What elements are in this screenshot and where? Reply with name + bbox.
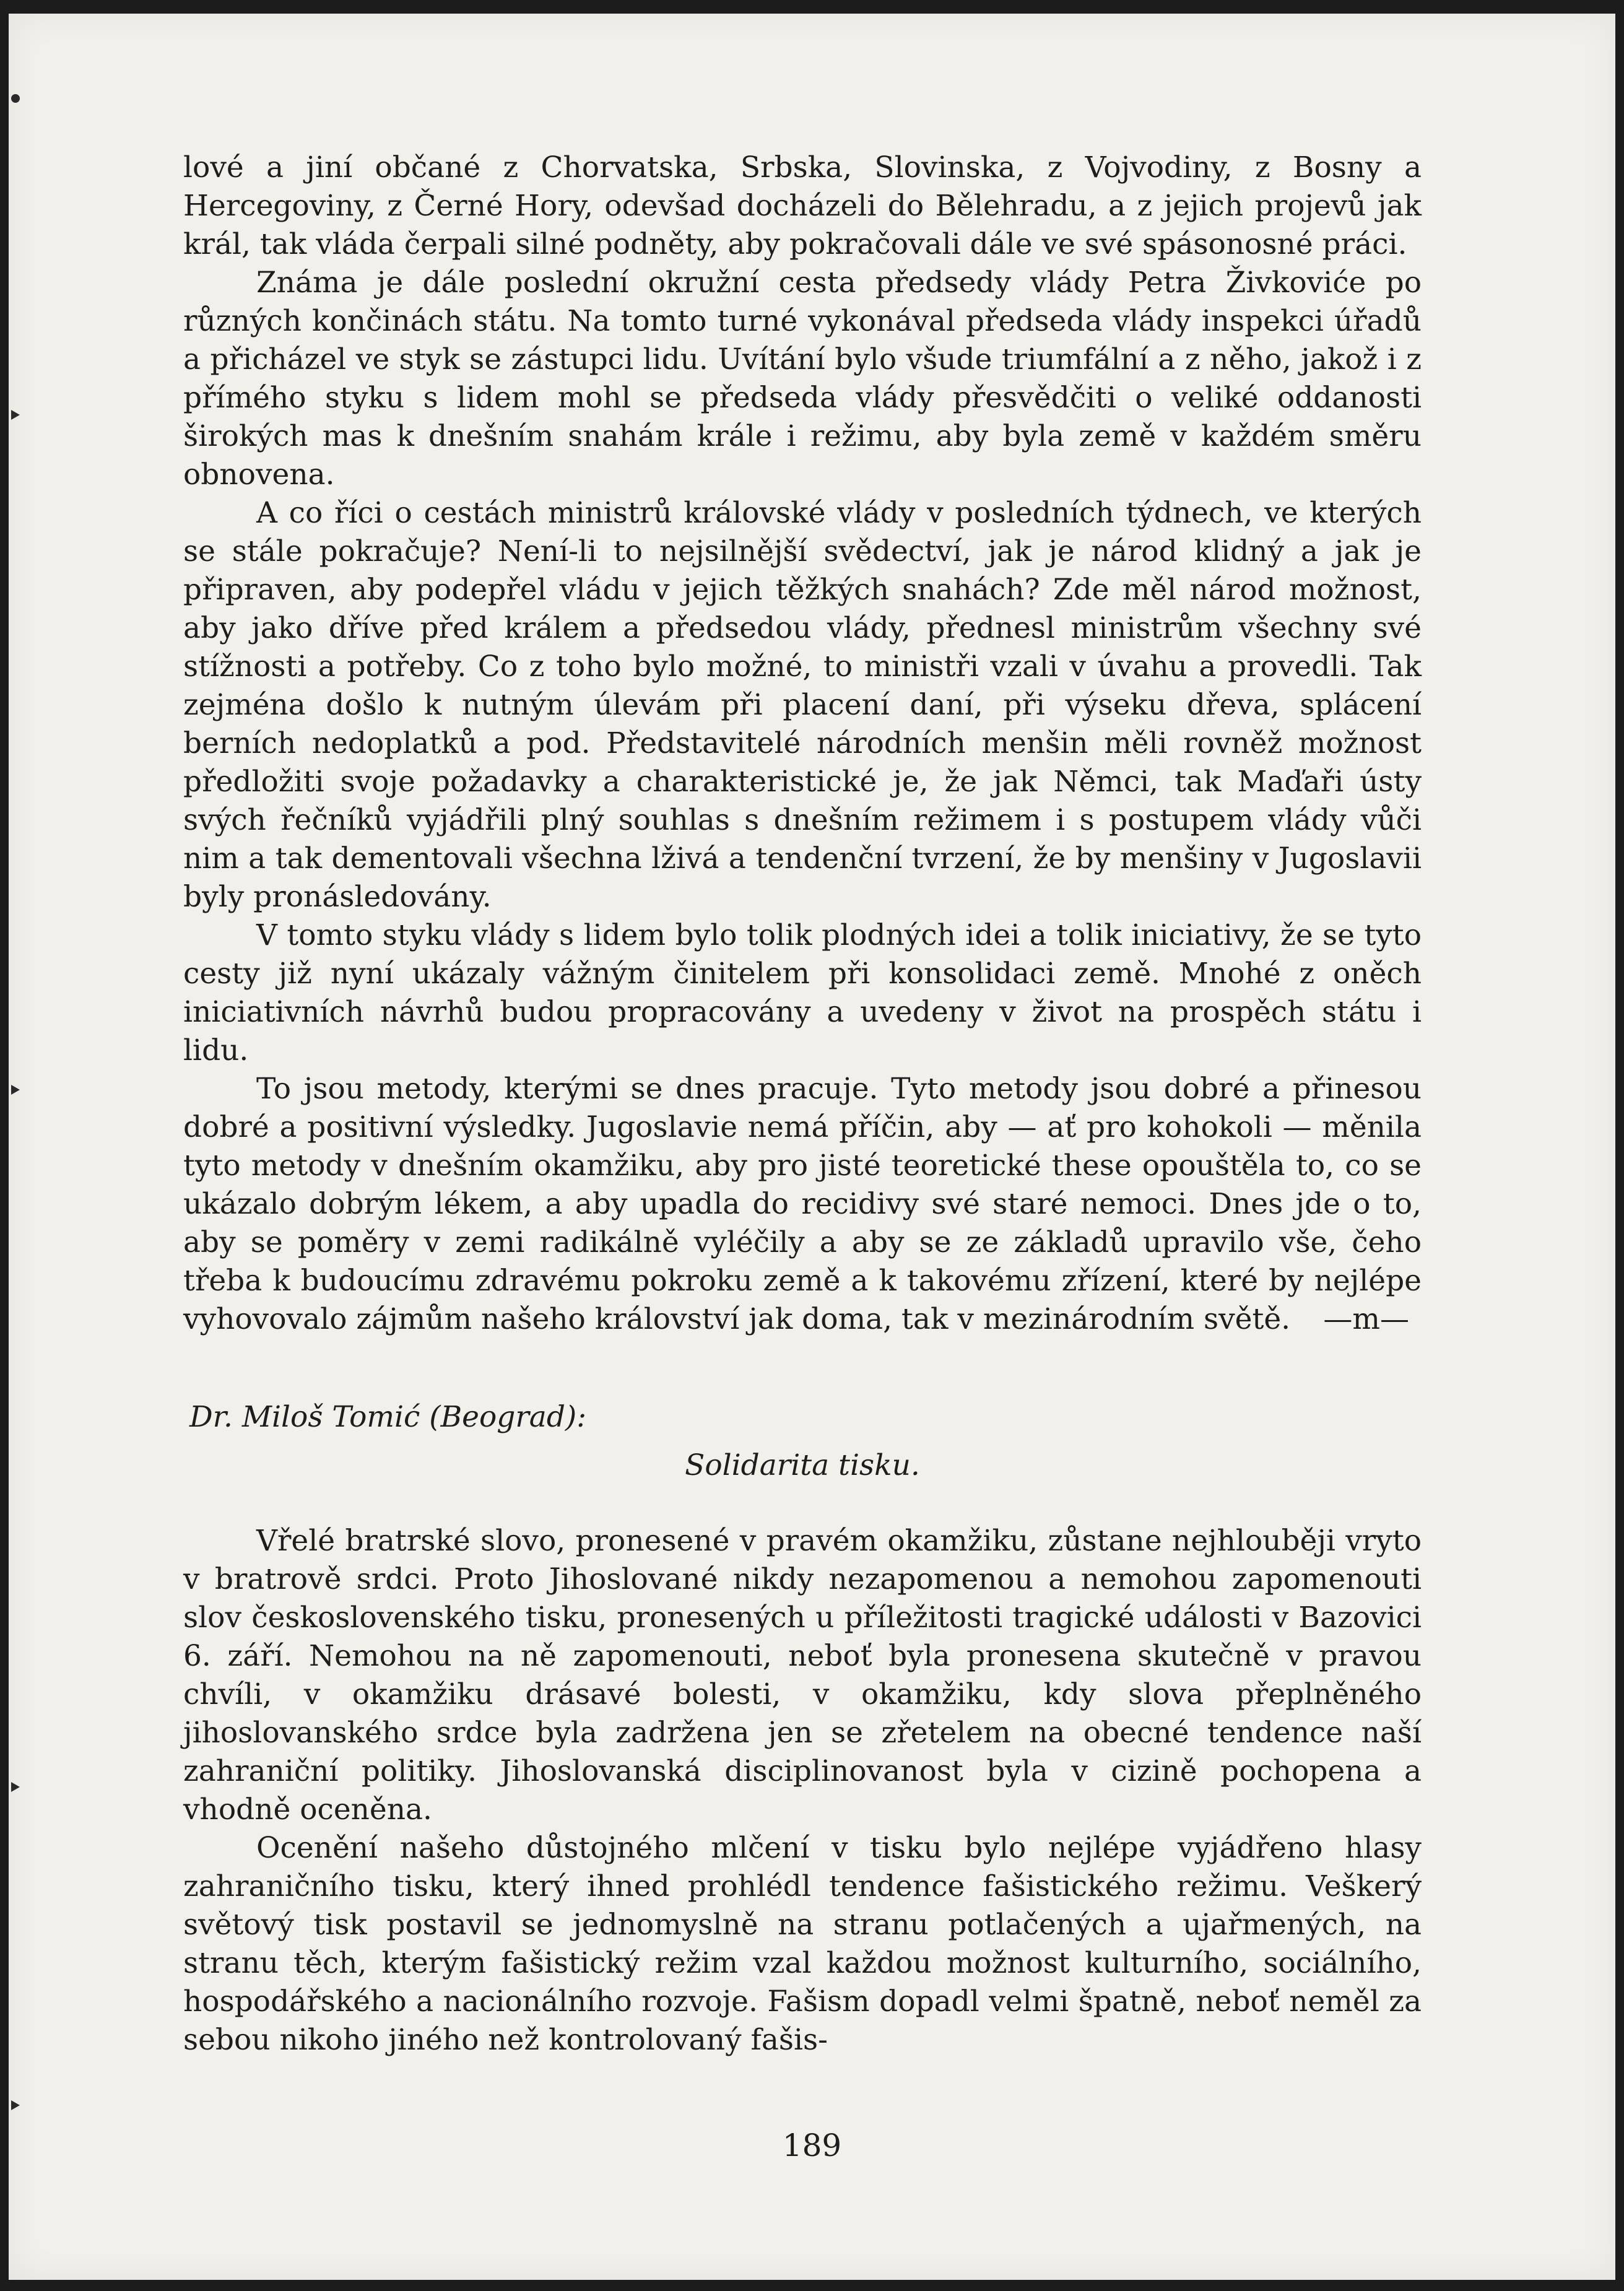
paragraph: Vřelé bratrské slovo, pronesené v pravém okamžiku, zůstane nejhlouběji vryto v bratrově srdci. Proto Jihoslované nikdy nezapomenou a nemohou zapomenouti slov československého tisku, pronesených u příležitosti tragické události v Bazovici 6. září. Nemohou na ně zapomenouti, neboť byla pronesena skutečně v pravou chvíli, v okamžiku drásavé bolesti, v okamžiku, kdy slova přeplněného jihoslovanského srdce byla zadržena jen se zřetelem na obecné tendence naší zahraniční politiky. Jihoslovanská disciplinovanost byla v cizině pochopena a vhodně oceněna. — [183, 1524, 1422, 1827]
paragraph: Ocenění našeho důstojného mlčení v tisku bylo nejlépe vyjádřeno hlasy zahraničního tisku, který ihned prohlédl tendence fašistického režimu. Veškerý světový tisk postavil se jednomyslně na stranu potlačených a ujařmených, na stranu těch, kterým fašistický režim vzal každou možnost kulturního, sociálního, hospodářského a nacionálního rozvoje. Fašism dopadl velmi špatně, neboť neměl za sebou nikoho jiného než kontrolovaný fašis- — [183, 1831, 1422, 2057]
paragraph: lové a jiní občané z Chorvatska, Srbska, Slovinska, z Vojvodiny, z Bosny a Hercegoviny, z Černé Hory, odevšad docházeli do Bělehradu, a z jejich projevů jak král, tak vláda čerpali silné podněty, aby pokračovali dále ve své spásonosné práci. — [183, 150, 1422, 261]
page-number: 189 — [782, 2128, 842, 2163]
binding-arrow-mark — [11, 1782, 20, 1792]
page-body — [183, 149, 1422, 2059]
section-spacer — [183, 1339, 1422, 1398]
binding-arrow-mark — [11, 1085, 20, 1095]
binding-arrow-mark — [11, 2100, 20, 2110]
binding-arrow-mark — [11, 410, 20, 420]
article-author: Dr. Miloš Tomić (Beograd): — [189, 1400, 587, 1434]
paragraph: V tomto styku vlády s lidem bylo tolik plodných idei a tolik iniciativy, že se tyto cesty již nyní ukázaly vážným činitelem při konsolidaci země. Mnohé z oněch iniciativních návrhů budou propracovány a uvedeny v život na prospěch státu i lidu. — [183, 918, 1422, 1067]
paragraph: A co říci o cestách ministrů královské vlády v posledních týdnech, ve kterých se stále pokračuje? Není-li to nejsilnější svědectví, jak je národ klidný a jak je připraven, aby podepřel vládu v jejich těžkých snahách? Zde měl národ možnost, aby jako dříve před králem a předsedou vlády, přednesl ministrům všechny své stížnosti a potřeby. Co z toho bylo možné, to ministři vzali v úvahu a provedli. Tak zejména došlo k nutným úlevám při placení daní, při výseku dřeva, splácení berních nedoplatků a pod. Představitelé národních menšin měli rovněž možnost předložiti svoje požadavky a charakteristické je, že jak Němci, tak Maďaři ústy svých řečníků vyjádřili plný souhlas s dnešním režimem i s postupem vlády vůči nim a tak dementovali všechna lživá a tendenční tvrzení, že by menšiny v Jugoslavii byly pronásledovány. — [183, 496, 1422, 914]
paragraph: To jsou metody, kterými se dnes pracuje. Tyto metody jsou dobré a přinesou dobré a positivní výsledky. Jugoslavie nemá příčin, aby — ať pro kohokoli — měnila tyto metody v dnešním okamžiku, aby pro jisté teoretické these opouštěla to, co se ukázalo dobrým lékem, a aby upadla do recidivy své staré nemoci. Dnes jde o to, aby se poměry v zemi radikálně vyléčily a aby se ze základů upravilo vše, čeho třeba k budoucímu zdravému pokroku země a k takovému zřízení, které by nejlépe vyhovovalo zájmům našeho království jak doma, tak v mezinárodním světě. — [183, 1072, 1422, 1336]
binding-hole-mark — [11, 94, 20, 103]
paragraph: Známa je dále poslední okružní cesta předsedy vlády Petra Živkoviće po různých končinách státu. Na tomto turné vykonával předseda vlády inspekci úřadů a přicházel ve styk se zástupci lidu. Uvítání bylo všude triumfální a z něho, jakož i z přímého styku s lidem mohl se předseda vlády přesvědčiti o veliké oddanosti širokých mas k dnešním snahám krále i režimu, aby byla země v každém směru obnovena. — [183, 266, 1422, 492]
signature: —m— — [1323, 1302, 1409, 1336]
article-title: Solidarita tisku. — [685, 1448, 920, 1482]
